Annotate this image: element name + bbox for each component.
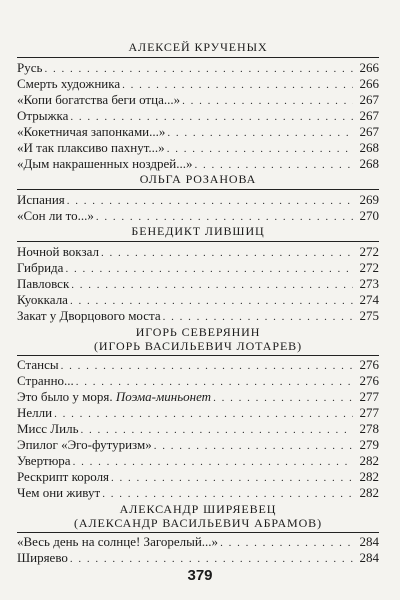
dot-leader [220, 535, 353, 551]
dot-leader [96, 209, 353, 225]
toc-entry [17, 550, 379, 566]
entry-page: 268 [359, 156, 379, 171]
author-heading-realname: (АЛЕКСАНДР ВАСИЛЬЕВИЧ АБРАМОВ) [74, 516, 322, 530]
entry-page: 277 [359, 405, 379, 420]
entry-page: 284 [359, 534, 379, 549]
section-rule [17, 57, 379, 58]
entry-title: Это было у моря. Поэма-миньонет [17, 389, 212, 404]
entry-title: Нелли [17, 405, 53, 420]
dot-leader [122, 77, 353, 93]
entry-page: 279 [359, 437, 379, 452]
dot-leader [70, 551, 353, 567]
entry-title: Эпилог «Эго-футуризм» [17, 437, 152, 452]
entry-page: 269 [359, 192, 379, 207]
dot-leader [213, 390, 353, 406]
entry-title: Павловск [17, 276, 70, 291]
dot-leader [61, 358, 353, 374]
dot-leader [44, 61, 353, 77]
toc-entry [17, 453, 379, 469]
section-rule [17, 355, 379, 356]
author-heading: ИГОРЬ СЕВЕРЯНИН [135, 325, 261, 339]
toc-entry [17, 485, 379, 501]
entry-title: Ночной вокзал [17, 244, 99, 259]
dot-leader [111, 470, 353, 486]
author-heading: ОЛЬГА РОЗАНОВА [139, 172, 257, 186]
dot-leader [195, 157, 353, 173]
toc-entry [17, 421, 379, 437]
toc-entry [17, 108, 379, 124]
entry-page: 270 [359, 208, 379, 223]
entry-page: 282 [359, 453, 379, 468]
author-heading: АЛЕКСЕЙ КРУЧЕНЫХ [128, 40, 268, 54]
toc-entry [17, 260, 379, 276]
entry-title: Мисс Лиль [17, 421, 79, 436]
toc-entry [17, 469, 379, 485]
entry-page: 276 [359, 357, 379, 372]
entry-title: Куоккала [17, 292, 68, 307]
entry-page: 273 [359, 276, 379, 291]
author-heading-realname: (ИГОРЬ ВАСИЛЬЕВИЧ ЛОТАРЕВ) [94, 339, 302, 353]
entry-title: Рескрипт короля [17, 469, 110, 484]
entry-page: 268 [359, 140, 379, 155]
dot-leader [167, 141, 353, 157]
entry-page: 272 [359, 260, 379, 275]
entry-title: «Сон ли то...» [17, 208, 94, 223]
entry-page: 267 [359, 108, 379, 123]
entry-title: Испания [17, 192, 65, 207]
section-rule [17, 189, 379, 190]
entry-page: 266 [359, 76, 379, 91]
entry-title: Стансы [17, 357, 59, 372]
entry-page: 276 [359, 373, 379, 388]
entry-title: Ширяево [17, 550, 68, 565]
entry-page: 282 [359, 485, 379, 500]
entry-title: «Кокетничая запонками...» [17, 124, 166, 139]
entry-subtitle: Поэма-миньонет [115, 389, 212, 404]
entry-page: 266 [359, 60, 379, 75]
entry-title: Странно... [17, 373, 74, 388]
dot-leader [70, 293, 353, 309]
toc-entry [17, 405, 379, 421]
toc-entry [17, 140, 379, 156]
author-heading: БЕНЕДИКТ ЛИВШИЦ [131, 224, 265, 238]
dot-leader [71, 277, 353, 293]
toc-entry [17, 437, 379, 453]
toc-entry [17, 244, 379, 260]
toc-entry [17, 276, 379, 292]
toc-entry [17, 124, 379, 140]
toc-entry [17, 308, 379, 324]
entry-title: Чем они живут [17, 485, 101, 500]
toc-entry [17, 534, 379, 550]
entry-title: Смерть художника [17, 76, 121, 91]
entry-title: «И так плаксиво пахнут...» [17, 140, 165, 155]
entry-title: Отрыжка [17, 108, 69, 123]
entry-page: 282 [359, 469, 379, 484]
entry-title: Гибрида [17, 260, 64, 275]
dot-leader [102, 486, 353, 502]
dot-leader [163, 309, 353, 325]
page-number: 379 [187, 567, 213, 584]
entry-title: «Дым накрашенных ноздрей...» [17, 156, 193, 171]
author-heading: АЛЕКСАНДР ШИРЯЕВЕЦ [119, 502, 277, 516]
toc-entry [17, 92, 379, 108]
toc-entry [17, 192, 379, 208]
entry-page: 272 [359, 244, 379, 259]
dot-leader [54, 406, 353, 422]
dot-leader [182, 93, 353, 109]
toc-entry [17, 357, 379, 373]
toc-entry [17, 76, 379, 92]
dot-leader [73, 454, 353, 470]
section-rule [17, 532, 379, 533]
dot-leader [101, 245, 353, 261]
entry-title: «Копи богатства беги отца...» [17, 92, 181, 107]
dot-leader [154, 438, 353, 454]
toc-entry [17, 373, 379, 389]
entry-title: «Весь день на солнце! Загорелый...» [17, 534, 219, 549]
dot-leader [81, 422, 354, 438]
entry-title: Увертюра [17, 453, 71, 468]
entry-page: 278 [359, 421, 379, 436]
dot-leader [167, 125, 353, 141]
entry-page: 267 [359, 124, 379, 139]
toc-entry [17, 60, 379, 76]
entry-title: Закат у Дворцового моста [17, 308, 161, 323]
entry-title: Русь [17, 60, 43, 75]
entry-page: 284 [359, 550, 379, 565]
entry-page: 274 [359, 292, 379, 307]
dot-leader [76, 374, 353, 390]
toc-entry [17, 292, 379, 308]
entry-page: 267 [359, 92, 379, 107]
entry-page: 275 [359, 308, 379, 323]
toc-entry [17, 389, 379, 405]
dot-leader [70, 109, 353, 125]
toc-entry [17, 208, 379, 224]
dot-leader [67, 193, 353, 209]
entry-page: 277 [359, 389, 379, 404]
toc-entry [17, 156, 379, 172]
dot-leader [65, 261, 353, 277]
section-rule [17, 241, 379, 242]
